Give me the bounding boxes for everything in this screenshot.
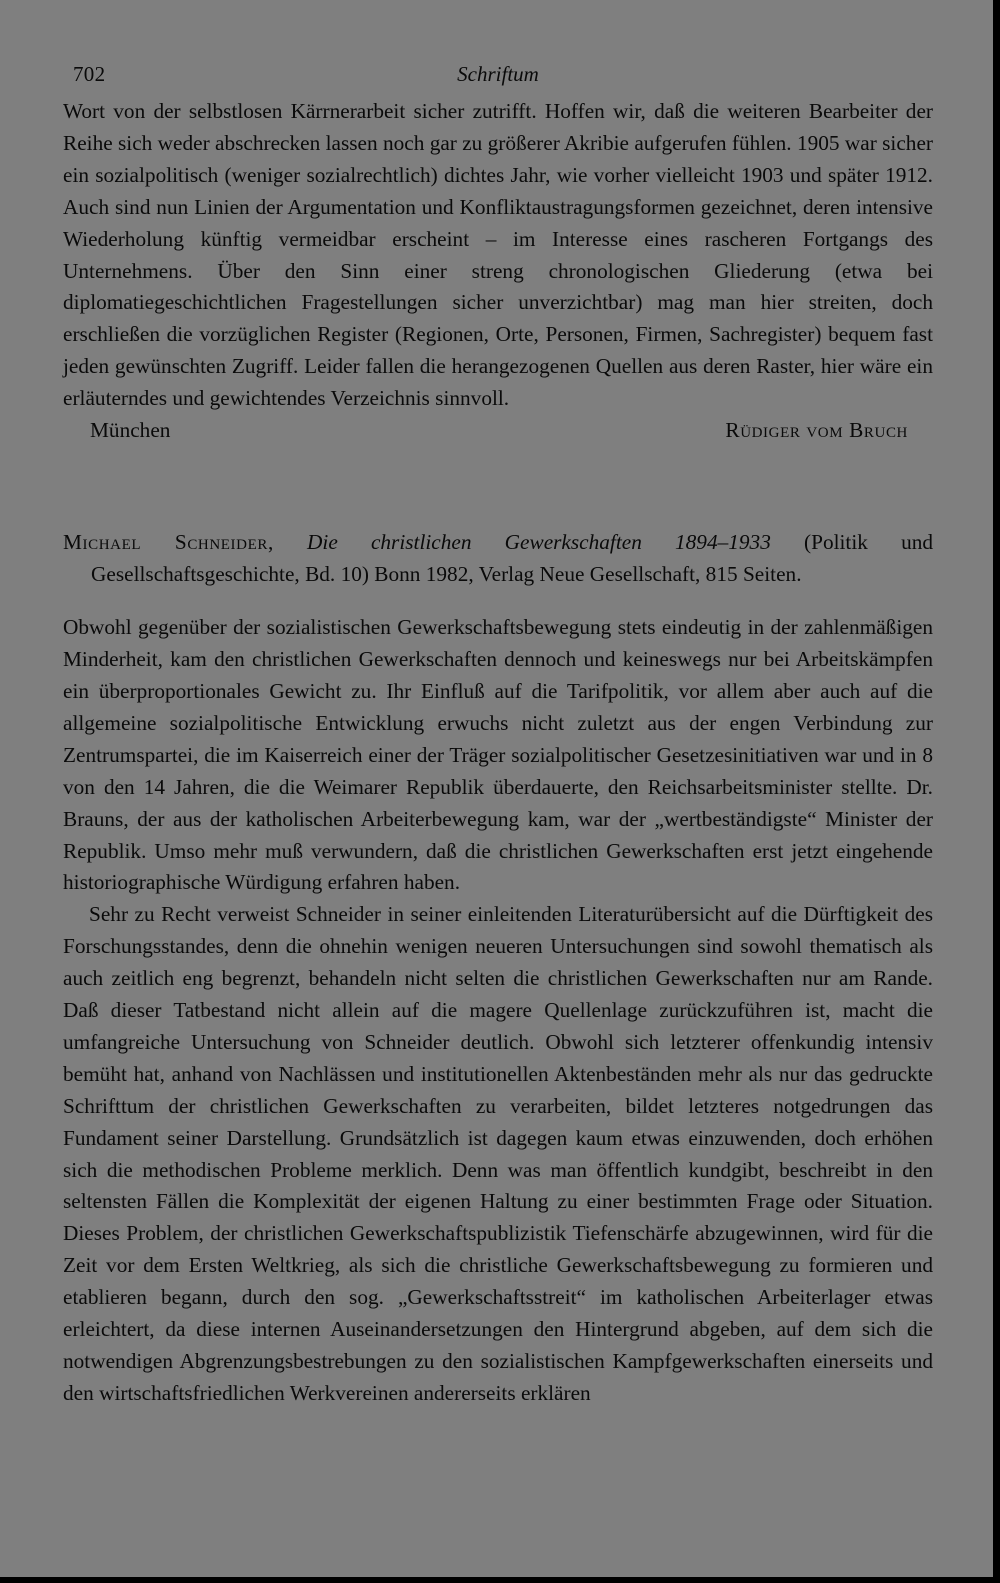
- review-1-city: München: [90, 418, 171, 443]
- review-1-reviewer: Rüdiger vom Bruch: [725, 418, 908, 443]
- review-2-book-details: (Politik und Gesellschaftsgeschichte, Bd. 10) Bonn 1982, Verlag Neue Gesellschaft, 815 Seiten.: [91, 530, 934, 586]
- review-2-bibliography: [63, 527, 933, 591]
- review-1-signature: [63, 415, 933, 455]
- review-1-text: Wort von der selbstlosen Kärrnerarbeit sicher zutrifft. Hoffen wir, daß die weiteren Bearbeiter der Reihe sich weder abschrecken lassen noch gar zu größerer Akribie aufgerufen fühlen. 1905 war sicher ein sozialpolitisch (weniger sozialrechtlich) dichtes Jahr, wie vorher vielleicht 1903 und später 1912. Auch sind nun Linien der Argumentation und Konfliktaustragungsformen gezeichnet, deren intensive Wiederholung künftig vermeidbar erscheint – im Interesse eines rascheren Fortgangs des Unternehmens. Über den Sinn einer streng chronologischen Gliederung (etwa bei diplomatiegeschichtlichen Fragestellungen sicher unverzichtbar) mag man hier streiten, doch erschließen die vorzüglichen Register (Regionen, Orte, Personen, Firmen, Sachregister) bequem fast jeden gewünschten Zugriff. Leider fallen die herangezogenen Quellen aus deren Raster, hier wäre ein erläuterndes und gewichtendes Verzeichnis sinnvoll.: [63, 99, 933, 411]
- page-number: 702: [73, 62, 106, 86]
- page-header: [63, 0, 933, 96]
- review-2-paragraph-1: Obwohl gegenüber der sozialistischen Gewerkschaftsbewegung stets eindeutig in der zahlenmäßigen Minderheit, kam den christlichen Gewerkschaften dennoch und keineswegs nur bei Arbeitskämpfen ein überproportionales Gewicht zu. Ihr Einfluß auf die Tarifpolitik, vor allem aber auch auf die allgemeine sozialpolitische Entwicklung erwuchs nicht zuletzt aus der engen Verbindung zur Zentrumspartei, die im Kaiserreich einer der Träger sozialpolitischer Gesetzesinitiativen war und in 8 von den 14 Jahren, die die Weimarer Republik überdauerte, den Reichsarbeitsminister stellte. Dr. Brauns, der aus der katholischen Arbeiterbewegung kam, war der „wertbeständigste“ Minister der Republik. Umso mehr muß verwundern, daß die christlichen Gewerkschaften erst jetzt eingehende historiographische Würdigung erfahren haben.: [63, 615, 933, 895]
- running-title: Schriftum: [457, 62, 539, 86]
- review-2-paragraph-2: Sehr zu Recht verweist Schneider in seiner einleitenden Literaturübersicht auf die Dürftigkeit des Forschungsstandes, denn die ohnehin wenigen neueren Untersuchungen sind sowohl thematisch als auch zeitlich eng begrenzt, behandeln nicht selten die christlichen Gewerkschaften nur am Rande. Daß dieser Tatbestand nicht allein auf die magere Quellenlage zurückzuführen ist, macht die umfangreiche Untersuchung von Schneider deutlich. Obwohl sich letzterer offenkundig intensiv bemüht hat, anhand von Nachlässen und institutionellen Aktenbeständen mehr als nur das gedruckte Schrifttum der christlichen Gewerkschaften zu verarbeiten, bildet letzteres notgedrungen das Fundament seiner Darstellung. Grundsätzlich ist dagegen kaum etwas einzuwenden, doch erhöhen sich die methodischen Probleme merklich. Denn was man öffentlich kundgibt, beschreibt in den seltensten Fällen die Komplexität der eigenen Haltung zu einer bestimmten Frage oder Situation. Dieses Problem, der christlichen Gewerkschaftspublizistik Tiefenschärfe abzugewinnen, wird für die Zeit vor dem Ersten Weltkrieg, als sich die christliche Gewerkschaftsbewegung zu formieren und etablieren begann, durch den sog. „Gewerkschaftsstreit“ im katholischen Arbeiterlager etwas erleichtert, da diese internen Auseinandersetzungen den Hintergrund abgeben, auf dem sich die notwendigen Abgrenzungsbestrebungen zu den sozialistischen Kampfgewerkschaften einerseits und den wirtschaftsfriedlichen Werkvereinen andererseits erklären: [63, 902, 933, 1405]
- page-content: [63, 0, 933, 1410]
- review-2-author: Michael Schneider,: [63, 530, 274, 555]
- review-2-book-title: Die christlichen Gewerkschaften 1894–1933: [307, 530, 771, 555]
